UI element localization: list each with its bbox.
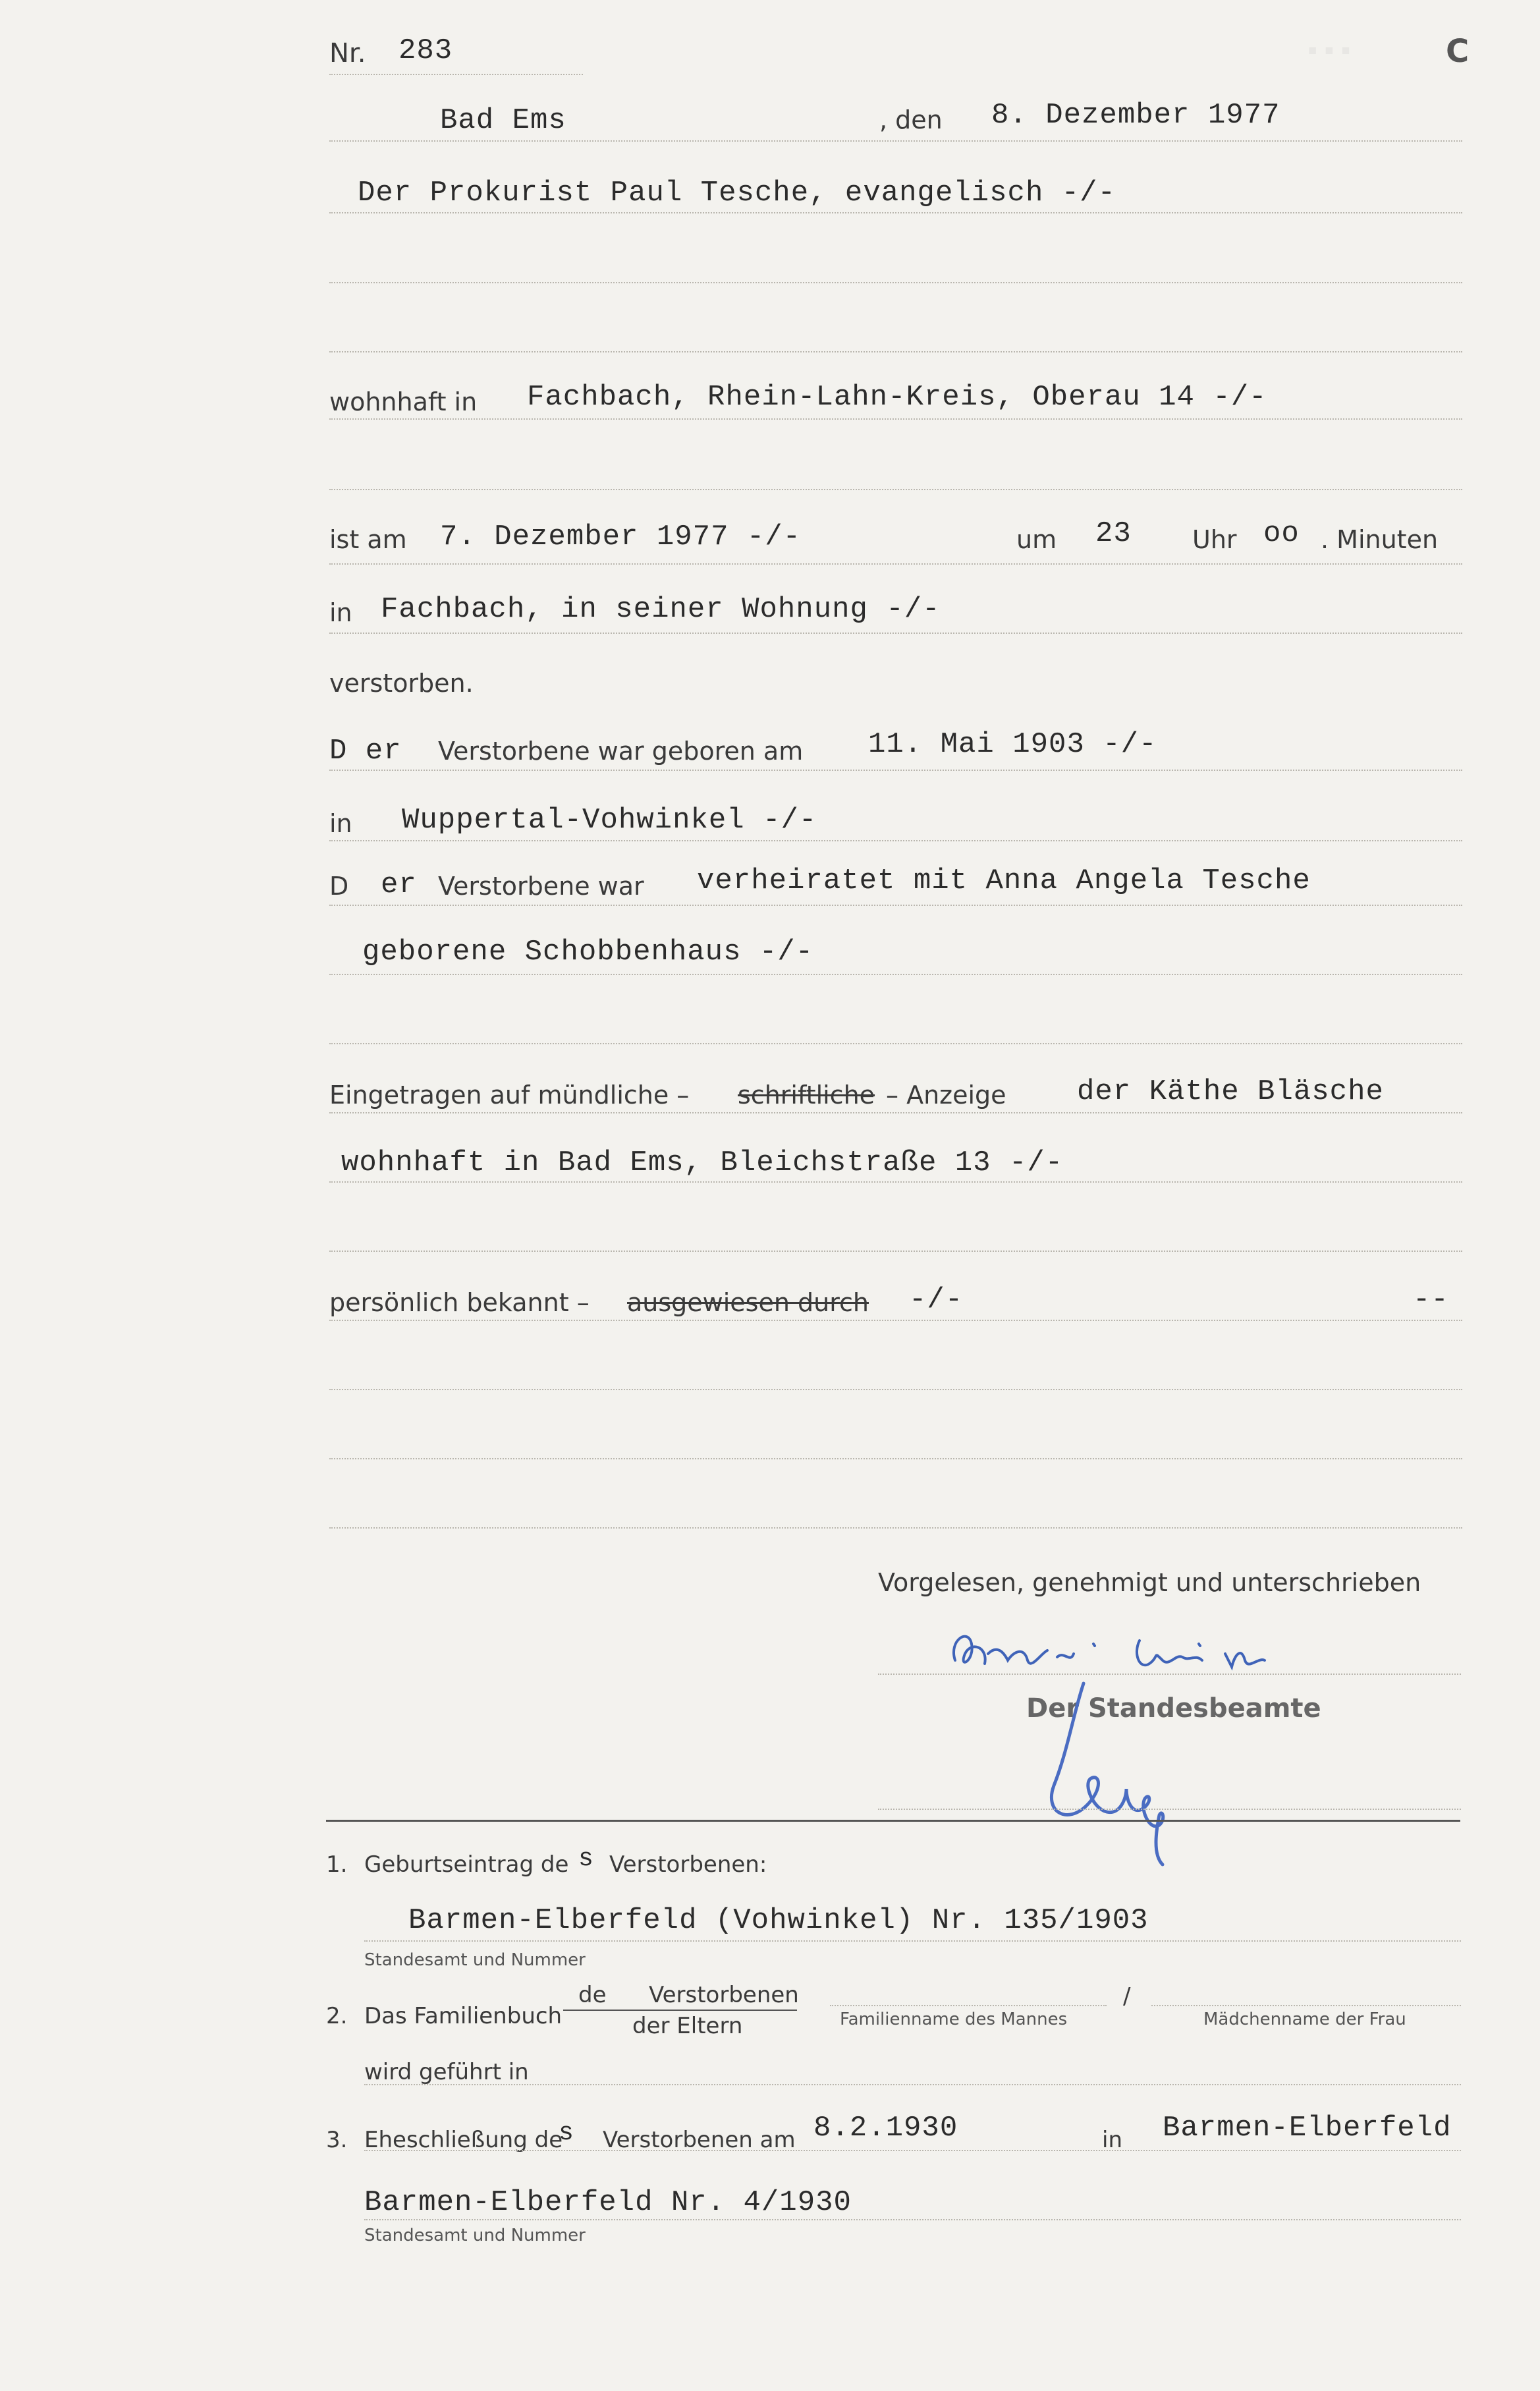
note1-number: 1. [326,1851,348,1878]
note2-line [364,2084,1461,2085]
birth-place: Wuppertal-Vohwinkel -/- [402,804,817,837]
blank-line-5 [329,1251,1462,1252]
birth-date: 11. Mai 1903 -/- [868,728,1157,761]
residence-label: wohnhaft in [329,387,478,416]
note1-line [364,1940,1461,1942]
death-date-line [329,563,1462,565]
death-in-label: in [329,598,352,627]
report-value: der Käthe Bläsche [1077,1075,1384,1108]
note2-wife-line [1151,2005,1461,2006]
note3-value: Barmen-Elberfeld Nr. 4/1930 [364,2186,852,2219]
register-nr-value: 283 [399,34,453,67]
note2-frac-bottom: der Eltern [632,2013,743,2039]
marital-line2 [329,974,1462,975]
birth-in-label: in [329,809,352,838]
informant-line: Der Prokurist Paul Tesche, evangelisch -/- [358,177,1116,210]
note1-value: Barmen-Elberfeld (Vohwinkel) Nr. 135/1903 [408,1904,1149,1937]
report-value-line2: wohnhaft in Bad Ems, Bleichstraße 13 -/- [341,1146,1064,1179]
note2-caption-wife: Mädchenname der Frau [1203,2010,1406,2029]
note3-label: Eheschließung de [364,2127,563,2153]
death-place: Fachbach, in seiner Wohnung -/- [381,593,941,626]
header-date: 8. Dezember 1977 [991,99,1280,132]
register-nr-label: Nr. [329,38,366,69]
header-line [329,140,1462,142]
marital-value: verheiratet mit Anna Angela Tesche [697,864,1311,897]
verstorben-label: verstorben. [329,669,474,698]
notes-separator [326,1820,1460,1822]
bleed-through-mark: ▪▪▪ [1304,36,1354,68]
note2-label2: wird geführt in [364,2059,529,2085]
note2-label: Das Familienbuch [364,2003,563,2029]
header-place: Bad Ems [440,104,566,137]
death-place-line [329,633,1462,634]
note2-fraction-bar [563,2010,797,2011]
official-signature-line [878,1809,1461,1810]
identification-line [329,1320,1462,1321]
report-label: Eingetragen auf mündliche – [329,1081,690,1110]
marital-label: Verstorbene war [438,872,644,901]
uhr-label: Uhr [1192,525,1237,554]
note2-caption-husband: Familienname des Mannes [840,2010,1068,2029]
birth-place-line [329,840,1462,841]
note2-frac-top-a: de [578,1982,607,2008]
informant-underline [329,212,1462,213]
note1-suffix: s [578,1845,594,1873]
um-label: um [1016,525,1057,554]
note2-frac-top-b: Verstorbenen [649,1982,799,2008]
note3-label2: Verstorbenen am [603,2127,796,2153]
report-line2 [329,1181,1462,1183]
identification-trail: -- [1413,1283,1449,1316]
identification-label: persönlich bekannt – [329,1288,590,1317]
death-hour: 23 [1095,517,1132,550]
blank-line-1 [329,282,1462,283]
note3-suffix: s [559,2119,574,2147]
note2-slash: / [1123,1983,1131,2010]
marital-prefix-typed: er [381,868,417,901]
note3-number: 3. [326,2127,348,2153]
identification-struck-option: ausgewiesen durch [627,1288,869,1317]
note3-date: 8.2.1930 [813,2112,958,2145]
residence-value: Fachbach, Rhein-Lahn-Kreis, Oberau 14 -/- [527,381,1267,414]
note1-caption: Standesamt und Nummer [364,1950,586,1970]
corner-letter: C [1446,33,1470,70]
marital-prefix: D [329,872,349,901]
marital-value-line2: geborene Schobbenhaus -/- [362,936,814,969]
blank-line-2 [329,351,1462,352]
note3-line [364,2150,1461,2151]
official-signature [1028,1674,1199,1884]
birth-label: Verstorbene war geboren am [438,737,804,766]
note3-caption: Standesamt und Nummer [364,2226,586,2245]
blank-line-8 [329,1527,1462,1529]
report-struck-option: schriftliche [738,1081,875,1110]
blank-line-4 [329,1043,1462,1044]
minuten-label: . Minuten [1321,525,1439,554]
report-line [329,1112,1462,1113]
identification-value: -/- [909,1283,964,1316]
death-minutes: oo [1263,517,1300,550]
read-approved-text: Vorgelesen, genehmigt und unterschrieben [878,1568,1421,1597]
official-title: Der Standesbeamte [1026,1693,1321,1724]
note2-husband-line [830,2005,1107,2006]
report-label-after: – Anzeige [886,1081,1006,1110]
birth-prefix: D er [329,735,402,768]
marital-line [329,905,1462,906]
nr-line [329,74,583,75]
residence-line [329,418,1462,420]
note1-label2: Verstorbenen: [609,1851,767,1878]
blank-line-7 [329,1458,1462,1459]
note3-value-line [364,2219,1461,2220]
note3-place: Barmen-Elberfeld [1163,2112,1452,2145]
death-date: 7. Dezember 1977 -/- [440,520,802,553]
den-label: , den [879,105,943,134]
birth-date-line [329,770,1462,771]
note1-label: Geburtseintrag de [364,1851,569,1878]
ist-am-label: ist am [329,525,407,554]
note2-number: 2. [326,2003,348,2029]
note3-in-label: in [1102,2127,1122,2153]
blank-line-6 [329,1389,1462,1390]
blank-line-3 [329,489,1462,490]
